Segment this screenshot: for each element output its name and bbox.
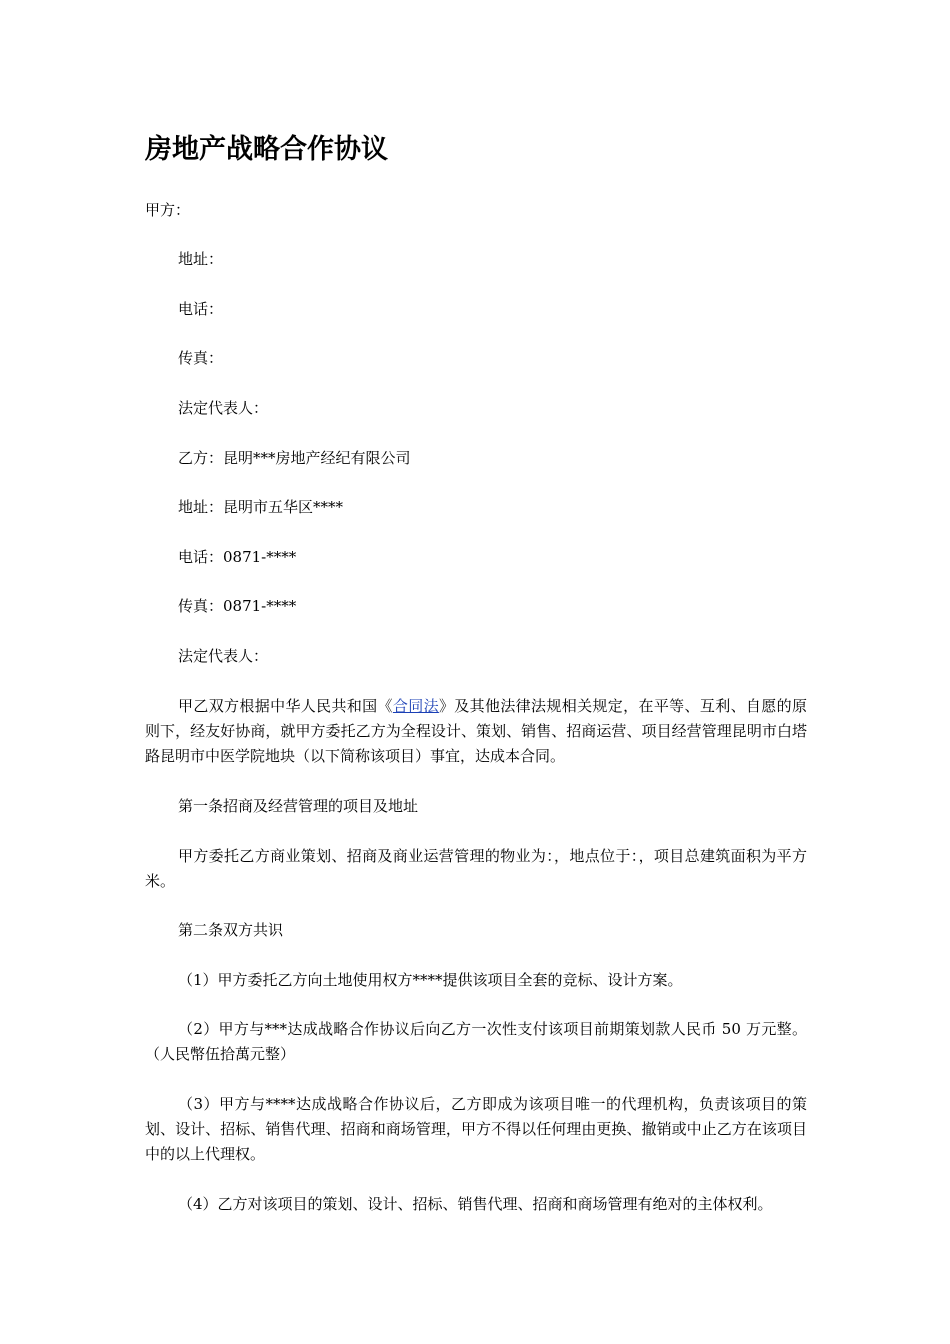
article-2-heading: 第二条双方共识 (178, 921, 284, 939)
party-a-legal-rep: 法定代表人： (178, 399, 269, 417)
party-b-address: 地址：昆明市五华区**** (178, 498, 344, 516)
intro-paragraph (145, 694, 807, 769)
party-a-address: 地址： (178, 250, 224, 268)
party-a-phone: 电话： (178, 300, 224, 318)
party-b-name: 乙方：昆明***房地产经纪有限公司 (178, 449, 411, 467)
intro-text-after-link: 》及其他法律法规相关规定，在平等、互利、自愿的原则下，经友好协商，就甲方委托乙方为全程设计、策划、销售、招商运营、项目经营管理昆明市白塔路昆明市中医学院地块（以下简称该项目）事宜，达成本合同。 (145, 697, 807, 765)
party-a-label: 甲方： (145, 201, 191, 219)
article-2-item: （4）乙方对该项目的策划、设计、招标、销售代理、招商和商场管理有绝对的主体权利。 (178, 1195, 773, 1213)
party-a-fax: 传真： (178, 349, 224, 367)
article-1-body: 甲方委托乙方商业策划、招商及商业运营管理的物业为：，地点位于：，项目总建筑面积为平方米。 (145, 847, 807, 890)
intro-text-before-link: 甲乙双方根据中华人民共和国《 (178, 697, 393, 715)
party-b-phone: 电话：0871-**** (178, 548, 297, 566)
document-title: 房地产战略合作协议 (145, 134, 388, 165)
article-2-item: （2）甲方与***达成战略合作协议后向乙方一次性支付该项目前期策划款人民币 50 万元整。（人民幣伍拾萬元整） (145, 1020, 807, 1063)
contract-law-link[interactable]: 合同法 (392, 697, 439, 715)
article-2-item: （1）甲方委托乙方向土地使用权方****提供该项目全套的竞标、设计方案。 (178, 971, 683, 989)
party-b-fax: 传真：0871-**** (178, 597, 297, 615)
article-2-item: （3）甲方与****达成战略合作协议后，乙方即成为该项目唯一的代理机构，负责该项目的策划、设计、招标、销售代理、招商和商场管理，甲方不得以任何理由更换、撤销或中止乙方在该项目中的以上代理权。 (145, 1095, 807, 1163)
party-b-legal-rep: 法定代表人： (178, 647, 269, 665)
article-1-heading: 第一条招商及经营管理的项目及地址 (178, 797, 419, 815)
